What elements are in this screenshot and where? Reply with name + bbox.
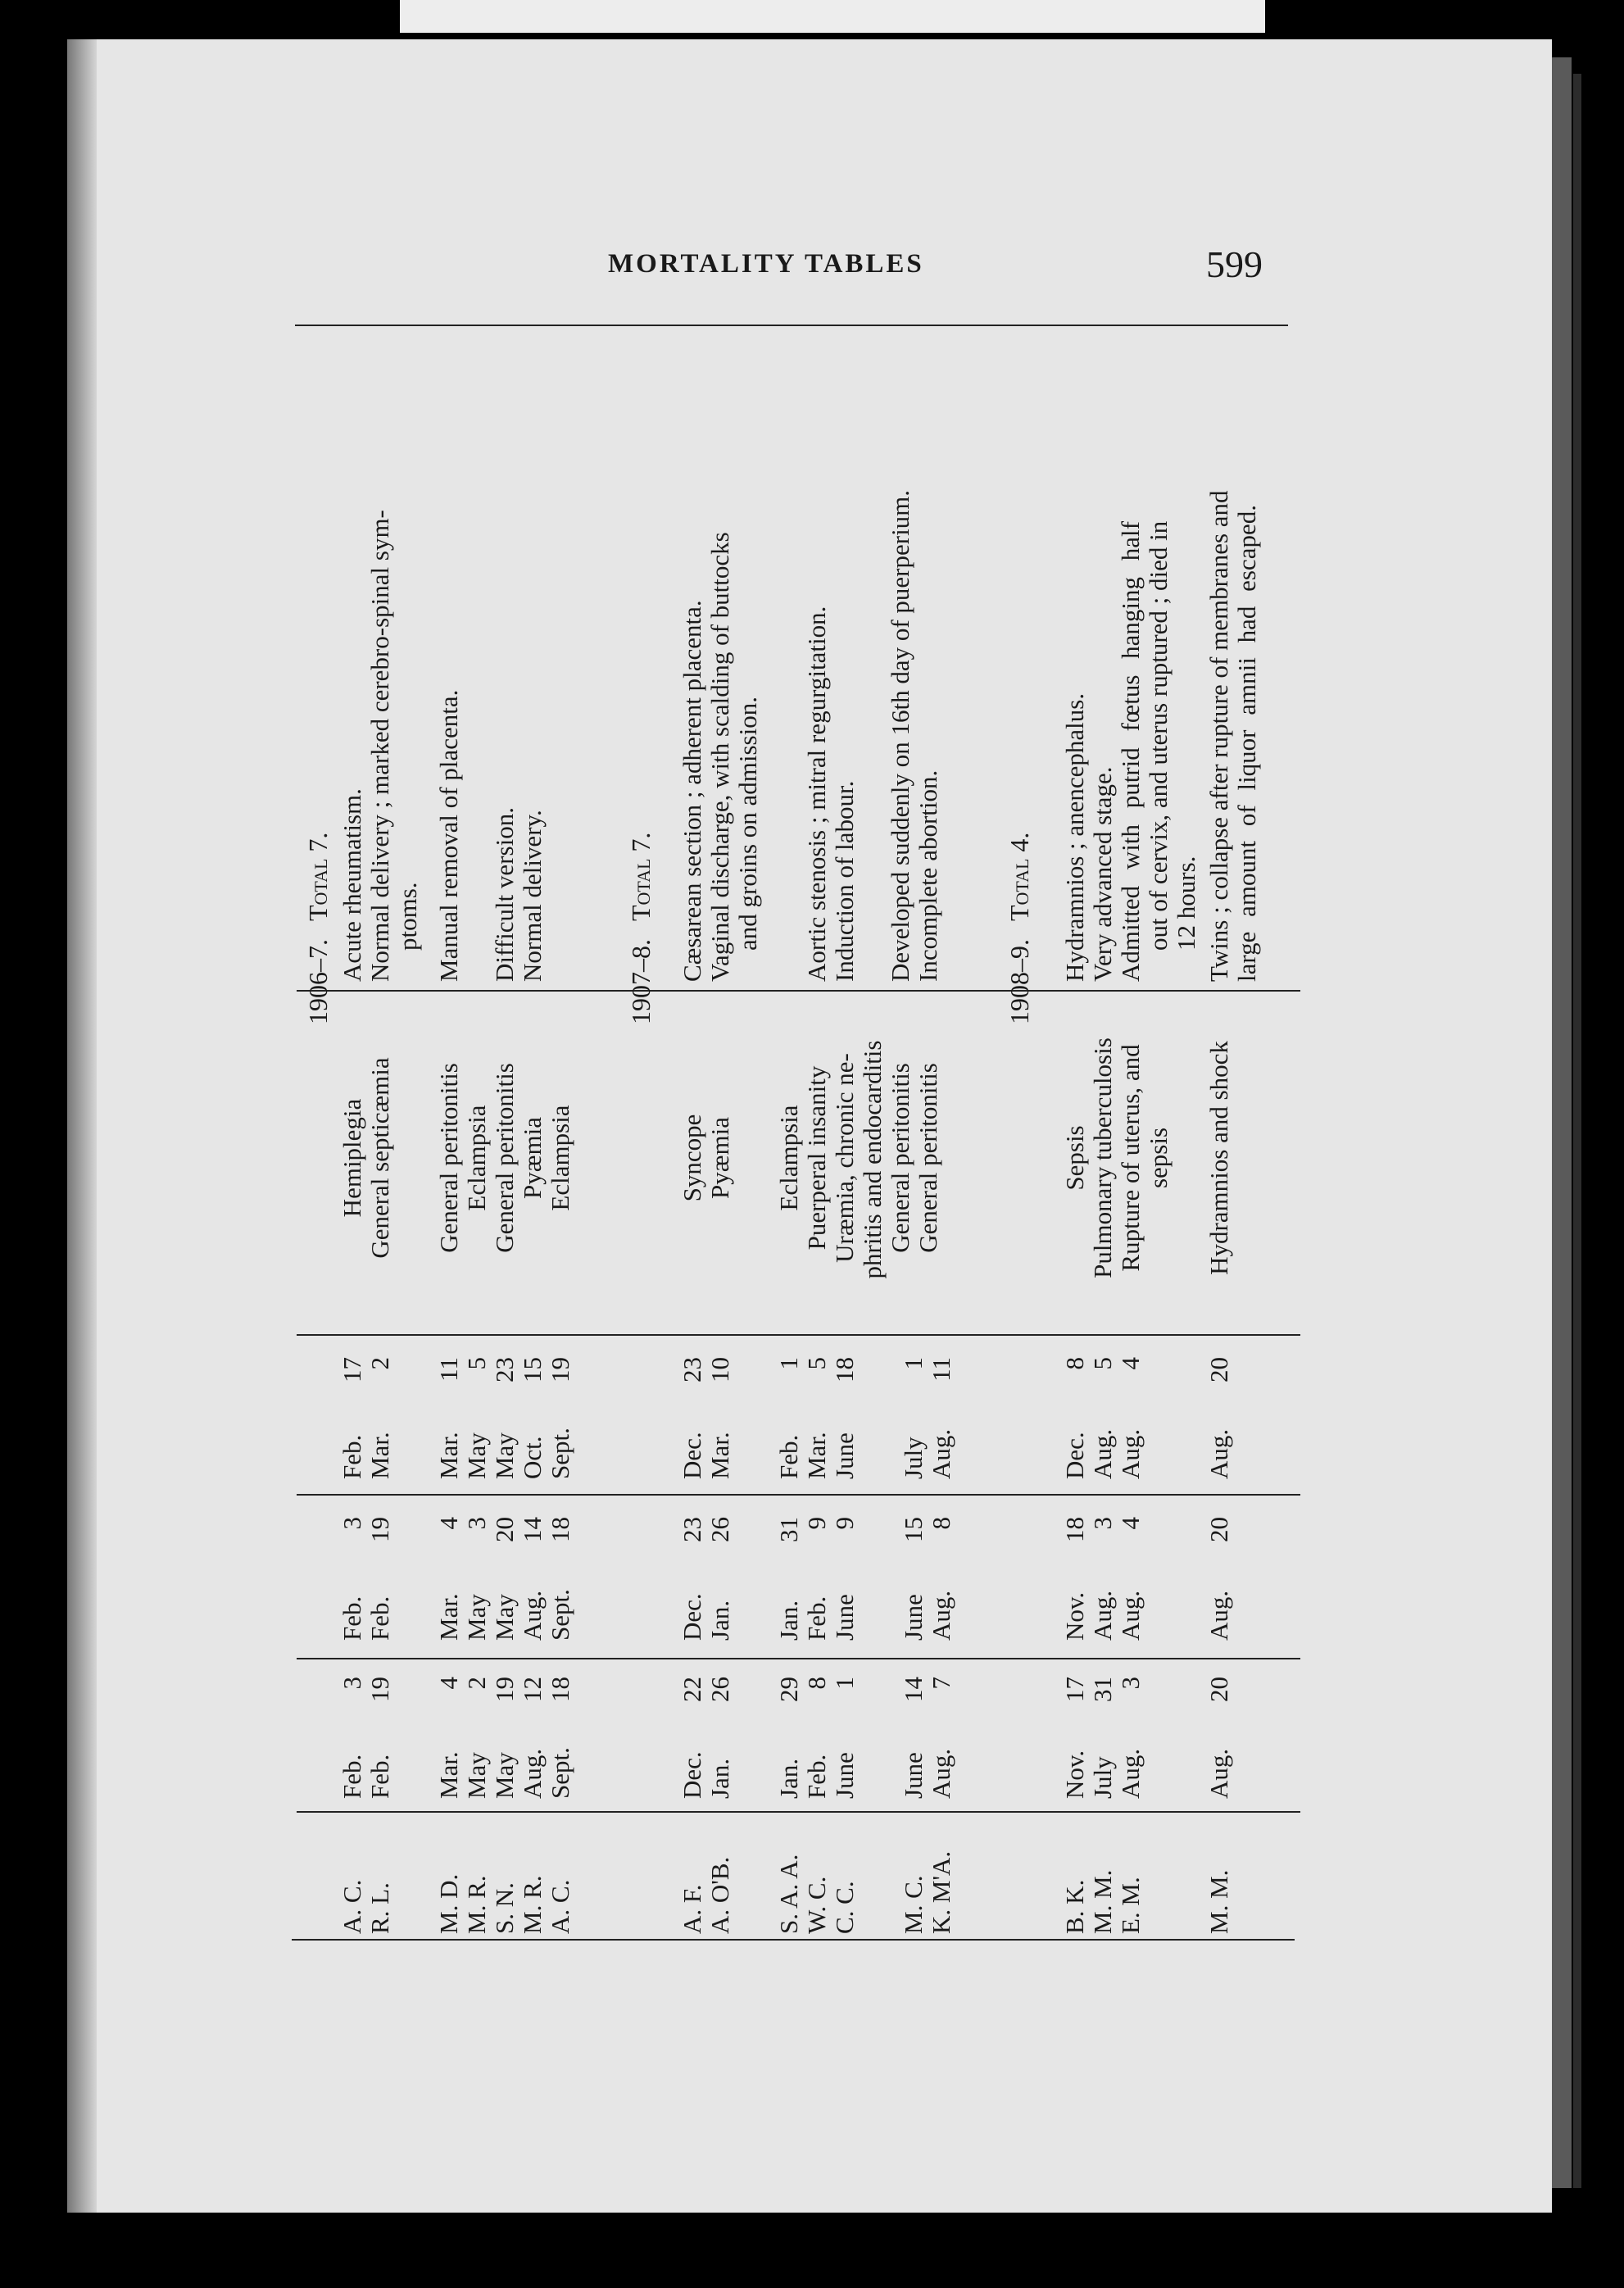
mortality-table	[297, 336, 1300, 1934]
date-delivered-day: 3	[1088, 1517, 1117, 1530]
date-death-month: May	[490, 1432, 519, 1479]
scan-top-strip	[400, 0, 1265, 33]
column-rule	[297, 990, 1300, 992]
initials: A. O'B.	[705, 1856, 734, 1934]
date-death-day: 10	[705, 1357, 734, 1382]
initials: A. C.	[338, 1879, 366, 1934]
cause-of-death: Syncope	[678, 1114, 706, 1202]
date-death-day: 5	[462, 1357, 491, 1370]
date-delivered-day: 15	[899, 1517, 928, 1542]
date-death-day: 11	[434, 1357, 463, 1382]
remarks: Induction of labour.	[830, 780, 859, 982]
date-delivered-month: Aug.	[518, 1590, 547, 1641]
date-delivered-day: 3	[462, 1517, 491, 1530]
column-rule	[297, 1334, 1300, 1336]
cause-of-death: Rupture of uterus, and	[1116, 1044, 1145, 1272]
date-admitted-month: Jan.	[705, 1758, 734, 1799]
date-delivered-month: May	[462, 1594, 491, 1641]
date-admitted-day: 14	[899, 1677, 928, 1702]
date-death-day: 20	[1204, 1357, 1233, 1382]
date-admitted-month: Feb.	[802, 1754, 831, 1799]
date-admitted-month: Nov.	[1060, 1750, 1089, 1799]
column-rule	[297, 1658, 1300, 1659]
initials: R. L.	[365, 1882, 394, 1934]
initials: M. M.	[1088, 1869, 1117, 1934]
remarks: Aortic stenosis ; mitral regurgitation.	[802, 606, 831, 982]
date-death-month: Dec.	[678, 1432, 706, 1479]
cause-of-death: Eclampsia	[774, 1105, 803, 1211]
date-admitted-day: 7	[927, 1677, 955, 1690]
date-death-day: 11	[927, 1357, 955, 1382]
date-death-month: Oct.	[518, 1436, 547, 1479]
date-delivered-day: 9	[830, 1517, 859, 1530]
date-death-month: Aug.	[1204, 1428, 1233, 1479]
date-death-day: 4	[1116, 1357, 1145, 1370]
date-delivered-month: Aug.	[927, 1590, 955, 1641]
initials: M. C.	[899, 1875, 928, 1934]
date-delivered-month: Dec.	[678, 1593, 706, 1641]
date-delivered-day: 4	[1116, 1517, 1145, 1530]
date-death-month: Mar.	[434, 1432, 463, 1479]
cause-continued: phritis and endocarditis	[858, 1040, 887, 1279]
cause-of-death: Sepsis	[1060, 1125, 1089, 1191]
date-admitted-day: 2	[462, 1677, 491, 1690]
date-admitted-month: Aug.	[518, 1748, 547, 1799]
date-death-month: Dec.	[1060, 1432, 1089, 1479]
remarks-continued: 12 hours.	[1172, 856, 1200, 951]
date-admitted-month: Feb.	[338, 1754, 366, 1799]
date-admitted-day: 20	[1204, 1677, 1233, 1702]
date-admitted-day: 3	[338, 1677, 366, 1690]
date-delivered-day: 31	[774, 1517, 803, 1542]
date-delivered-month: June	[830, 1594, 859, 1641]
cause-of-death: General peritonitis	[914, 1063, 942, 1253]
date-delivered-month: Mar.	[434, 1593, 463, 1641]
cause-of-death: General septicæmia	[365, 1057, 394, 1259]
cause-of-death: General peritonitis	[886, 1063, 914, 1253]
cause-of-death: Pyæmia	[518, 1117, 547, 1199]
date-delivered-day: 20	[490, 1517, 519, 1542]
date-admitted-month: June	[899, 1752, 928, 1799]
initials: M. R.	[518, 1875, 547, 1934]
remarks: Vaginal discharge, with scalding of buttocks	[705, 532, 734, 982]
remarks: Acute rheumatism.	[338, 788, 366, 982]
date-admitted-month: Mar.	[434, 1751, 463, 1799]
table-top-rule	[295, 325, 1288, 326]
initials: S. A. A.	[774, 1854, 803, 1934]
date-admitted-month: Aug.	[927, 1748, 955, 1799]
date-delivered-month: Aug.	[1088, 1590, 1117, 1641]
date-admitted-day: 19	[365, 1677, 394, 1702]
initials: M. D.	[434, 1873, 463, 1934]
date-death-month: Aug.	[927, 1428, 955, 1479]
initials: S. N.	[490, 1882, 519, 1934]
date-death-month: Feb.	[338, 1434, 366, 1479]
date-death-day: 2	[365, 1357, 394, 1370]
date-death-month: Aug.	[1116, 1428, 1145, 1479]
date-admitted-day: 4	[434, 1677, 463, 1690]
section-years: 1906–7.	[303, 939, 333, 1024]
column-rule	[297, 1494, 1300, 1496]
date-admitted-month: May	[462, 1752, 491, 1799]
running-header: MORTALITY TABLES	[608, 249, 924, 279]
remarks: Normal delivery ; marked cerebro-spinal sym-	[365, 510, 394, 982]
column-rule	[297, 1811, 1300, 1813]
date-death-day: 18	[830, 1357, 859, 1382]
date-delivered-month: Jan.	[705, 1600, 734, 1641]
date-admitted-month: Aug.	[1116, 1748, 1145, 1799]
date-admitted-month: July	[1088, 1756, 1117, 1799]
date-death-day: 17	[338, 1357, 366, 1382]
section-heading	[1003, 833, 1036, 1024]
date-admitted-day: 17	[1060, 1677, 1089, 1702]
date-death-day: 23	[490, 1357, 519, 1382]
date-delivered-day: 19	[365, 1517, 394, 1542]
date-delivered-month: Nov.	[1060, 1591, 1089, 1641]
cause-of-death: Hemiplegia	[338, 1098, 366, 1218]
date-death-day: 1	[774, 1357, 803, 1370]
date-admitted-day: 29	[774, 1677, 803, 1702]
date-admitted-day: 31	[1088, 1677, 1117, 1702]
section-total: Total 7.	[303, 832, 333, 921]
date-death-day: 23	[678, 1357, 706, 1382]
date-admitted-day: 18	[546, 1677, 574, 1702]
remarks-continued: large amount of liquor amnii had escaped.	[1232, 505, 1261, 982]
date-delivered-month: June	[899, 1594, 928, 1641]
page-edge	[1552, 57, 1572, 2188]
date-delivered-month: Aug.	[1116, 1590, 1145, 1641]
remarks: Hydramnios ; anencephalus.	[1060, 692, 1089, 982]
page-edge-dark	[1573, 74, 1581, 2188]
date-admitted-month: May	[490, 1752, 519, 1799]
remarks: Manual removal of placenta.	[434, 689, 463, 982]
initials: B. K.	[1060, 1879, 1089, 1934]
date-admitted-month: Aug.	[1204, 1748, 1233, 1799]
date-death-day: 5	[1088, 1357, 1117, 1370]
date-admitted-month: Feb.	[365, 1754, 394, 1799]
remarks: Incomplete abortion.	[914, 769, 942, 982]
remarks: Normal delivery.	[518, 810, 547, 982]
date-delivered-day: 3	[338, 1517, 366, 1530]
date-delivered-day: 14	[518, 1517, 547, 1542]
initials: K. M'A.	[927, 1850, 955, 1934]
date-admitted-day: 8	[802, 1677, 831, 1690]
date-death-day: 15	[518, 1357, 547, 1382]
date-admitted-day: 12	[518, 1677, 547, 1702]
remarks: Very advanced stage.	[1088, 766, 1117, 982]
page-number: 599	[1206, 243, 1263, 285]
date-death-day: 8	[1060, 1357, 1089, 1370]
remarks: Difficult version.	[490, 807, 519, 982]
date-death-month: Mar.	[705, 1432, 734, 1479]
cause-of-death: Hydramnios and shock	[1204, 1041, 1233, 1275]
section-heading	[302, 833, 334, 1024]
section-heading	[624, 833, 657, 1024]
date-admitted-month: Jan.	[774, 1758, 803, 1799]
remarks: Developed suddenly on 16th day of puerperium.	[886, 489, 914, 982]
date-delivered-month: Feb.	[365, 1596, 394, 1641]
page-gutter-shadow	[67, 39, 97, 2213]
date-delivered-day: 4	[434, 1517, 463, 1530]
remarks: Twins ; collapse after rupture of membranes and	[1204, 490, 1233, 982]
date-admitted-month: Sept.	[546, 1747, 574, 1799]
date-delivered-month: May	[490, 1594, 519, 1641]
date-delivered-day: 20	[1204, 1517, 1233, 1542]
date-death-day: 1	[899, 1357, 928, 1370]
date-admitted-day: 3	[1116, 1677, 1145, 1690]
remarks: Admitted with putrid fœtus hanging half	[1116, 521, 1145, 982]
date-delivered-month: Sept.	[546, 1589, 574, 1641]
cause-of-death: Eclampsia	[546, 1105, 574, 1211]
cause-of-death: Eclampsia	[462, 1105, 491, 1211]
date-death-month: Sept.	[546, 1428, 574, 1479]
section-years: 1907–8.	[626, 939, 655, 1024]
cause-of-death: General peritonitis	[490, 1063, 519, 1253]
date-death-day: 19	[546, 1357, 574, 1382]
remarks-continued: and groins on admission.	[733, 697, 762, 951]
cause-of-death: General peritonitis	[434, 1063, 463, 1253]
date-admitted-month: Dec.	[678, 1751, 706, 1799]
section-total: Total 4.	[1005, 832, 1034, 921]
date-delivered-month: Feb.	[802, 1596, 831, 1641]
date-delivered-day: 18	[546, 1517, 574, 1542]
initials: A. F.	[678, 1884, 706, 1934]
cause-of-death: Uræmia, chronic ne-	[830, 1053, 859, 1263]
initials: C. C.	[830, 1881, 859, 1934]
initials: M. M.	[1204, 1869, 1233, 1934]
table-bottom-rule	[292, 1939, 1295, 1941]
date-death-month: Mar.	[802, 1432, 831, 1479]
date-delivered-month: Aug.	[1204, 1590, 1233, 1641]
date-delivered-day: 23	[678, 1517, 706, 1542]
date-death-month: June	[830, 1432, 859, 1479]
initials: E. M.	[1116, 1877, 1145, 1934]
remarks: Cæsarean section ; adherent placenta.	[678, 600, 706, 982]
date-death-month: May	[462, 1432, 491, 1479]
date-admitted-day: 22	[678, 1677, 706, 1702]
date-delivered-day: 18	[1060, 1517, 1089, 1542]
cause-of-death: Puerperal insanity	[802, 1065, 831, 1251]
date-delivered-month: Feb.	[338, 1596, 366, 1641]
date-admitted-month: June	[830, 1752, 859, 1799]
date-admitted-day: 1	[830, 1677, 859, 1690]
date-death-month: Feb.	[774, 1434, 803, 1479]
date-delivered-month: Jan.	[774, 1600, 803, 1641]
date-death-day: 5	[802, 1357, 831, 1370]
date-death-month: Aug.	[1088, 1428, 1117, 1479]
cause-of-death: Pulmonary tuberculosis	[1088, 1037, 1117, 1278]
date-admitted-day: 26	[705, 1677, 734, 1702]
date-death-month: Mar.	[365, 1432, 394, 1479]
date-delivered-day: 9	[802, 1517, 831, 1530]
date-delivered-day: 8	[927, 1517, 955, 1530]
initials: A. C.	[546, 1879, 574, 1934]
section-years: 1908–9.	[1005, 939, 1034, 1024]
initials: W. C.	[802, 1876, 831, 1934]
remarks-continued: ptoms.	[393, 882, 422, 951]
date-death-month: July	[899, 1437, 928, 1479]
section-total: Total 7.	[626, 832, 655, 921]
date-admitted-day: 19	[490, 1677, 519, 1702]
cause-of-death: Pyæmia	[705, 1117, 734, 1199]
initials: M. R.	[462, 1875, 491, 1934]
cause-continued: sepsis	[1144, 1127, 1173, 1189]
date-delivered-day: 26	[705, 1517, 734, 1542]
remarks-continued: out of cervix, and uterus ruptured ; died in	[1144, 520, 1173, 951]
